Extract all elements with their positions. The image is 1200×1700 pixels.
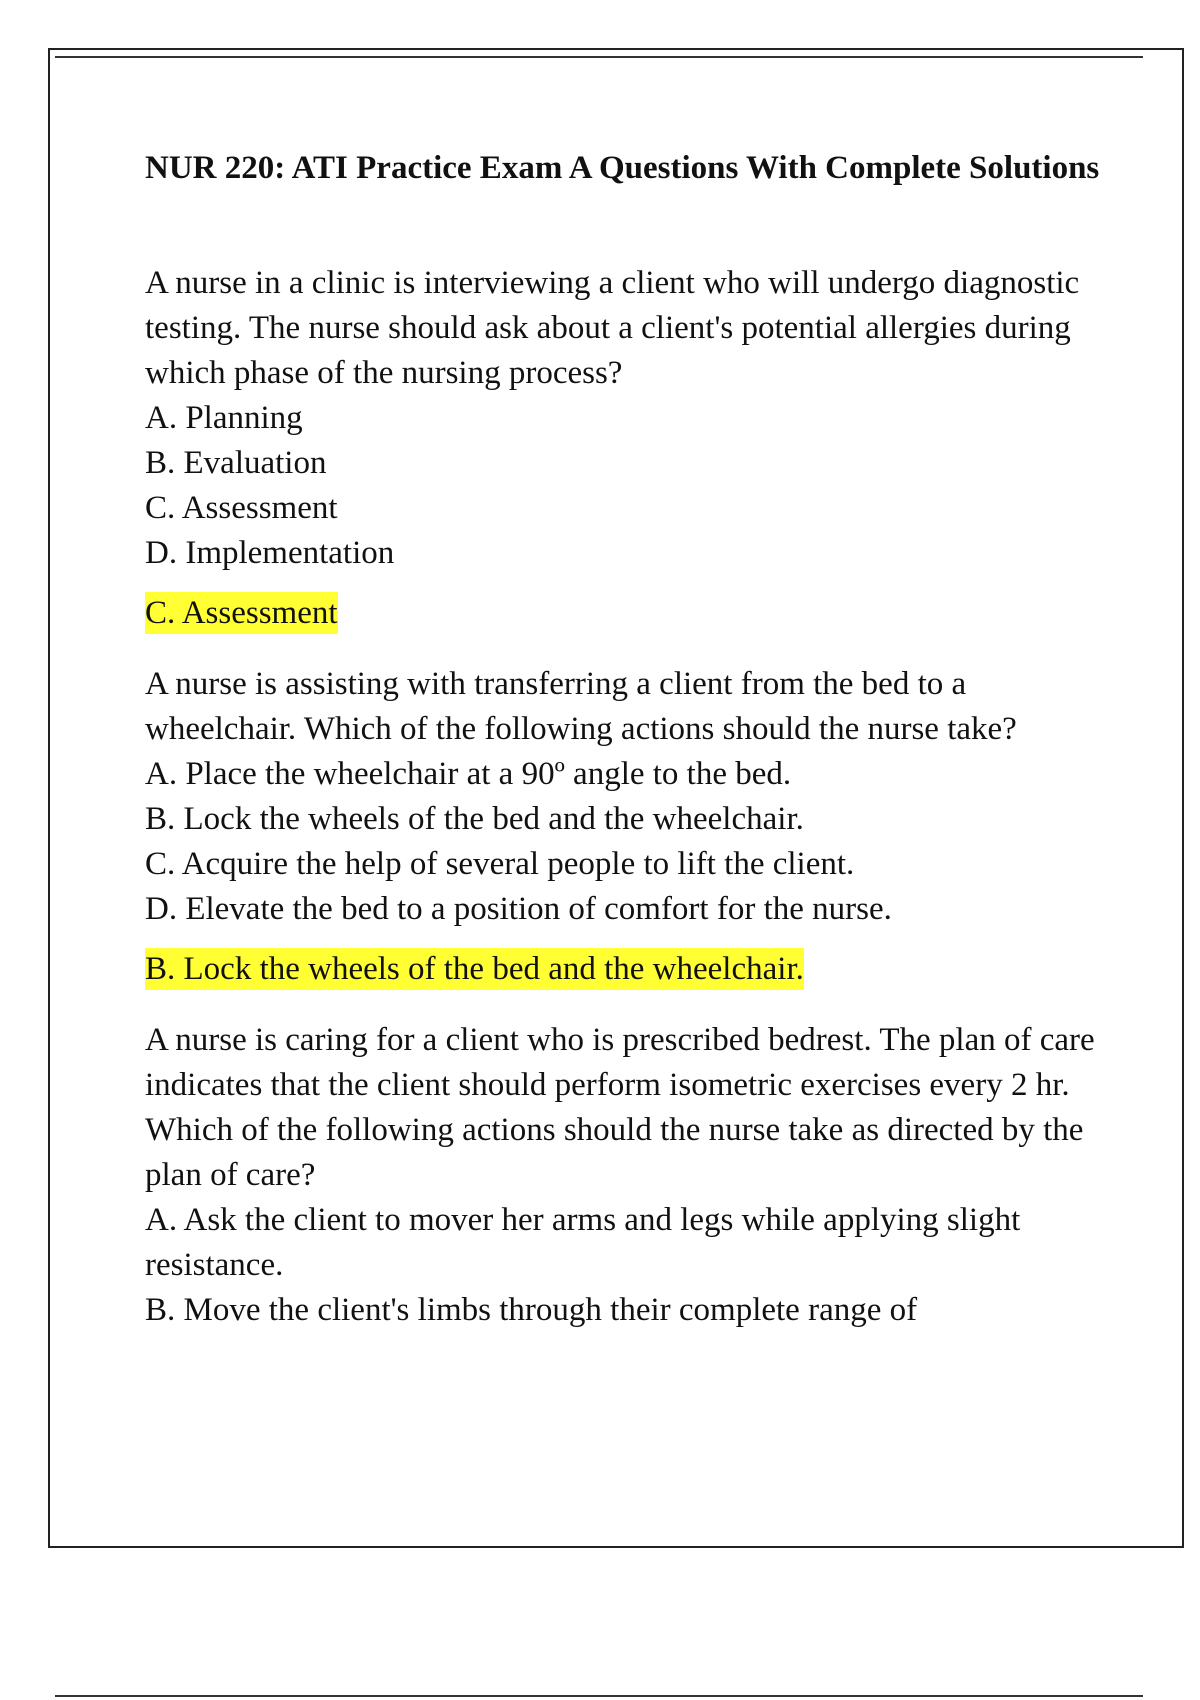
question-stem: A nurse in a clinic is interviewing a client who will undergo diagnostic testing. The nurse should ask about a client's potential allergies during which phase of the nursing process? — [145, 265, 1080, 391]
option-b: B. Move the client's limbs through their complete range of — [145, 1292, 918, 1328]
highlighted-answer: B. Lock the wheels of the bed and the wheelchair. — [145, 948, 804, 990]
option-b: B. Evaluation — [145, 445, 327, 481]
top-rule — [55, 56, 1143, 58]
question-3 — [145, 1018, 1105, 1333]
question-stem: A nurse is assisting with transferring a client from the bed to a wheelchair. Which of the following actions should the nurse take? — [145, 666, 1017, 747]
question-2 — [145, 662, 1105, 1004]
answer-options — [145, 1198, 1105, 1333]
document-title: NUR 220: ATI Practice Exam A Questions With Complete Solutions — [145, 150, 1100, 186]
bottom-rule — [55, 1695, 1143, 1697]
option-d: D. Implementation — [145, 535, 395, 571]
option-c: C. Acquire the help of several people to lift the client. — [145, 846, 855, 882]
option-d: D. Elevate the bed to a position of comfort for the nurse. — [145, 891, 892, 927]
question-stem: A nurse is caring for a client who is prescribed bedrest. The plan of care indicates that the client should perform isometric exercises every 2 hr. Which of the following actions should the nurse take as directed by the plan of care? — [145, 1022, 1095, 1193]
answer-options — [145, 396, 1105, 576]
option-b: B. Lock the wheels of the bed and the wheelchair. — [145, 801, 804, 837]
option-a: A. Place the wheelchair at a 90º angle to the bed. — [145, 756, 792, 792]
question-1 — [145, 261, 1105, 648]
option-c: C. Assessment — [145, 490, 338, 526]
document-body — [145, 145, 1105, 1347]
option-a: A. Planning — [145, 400, 303, 436]
answer-options — [145, 752, 1105, 932]
option-a: A. Ask the client to mover her arms and legs while applying slight resistance. — [145, 1202, 1021, 1283]
highlighted-answer: C. Assessment — [145, 592, 338, 634]
